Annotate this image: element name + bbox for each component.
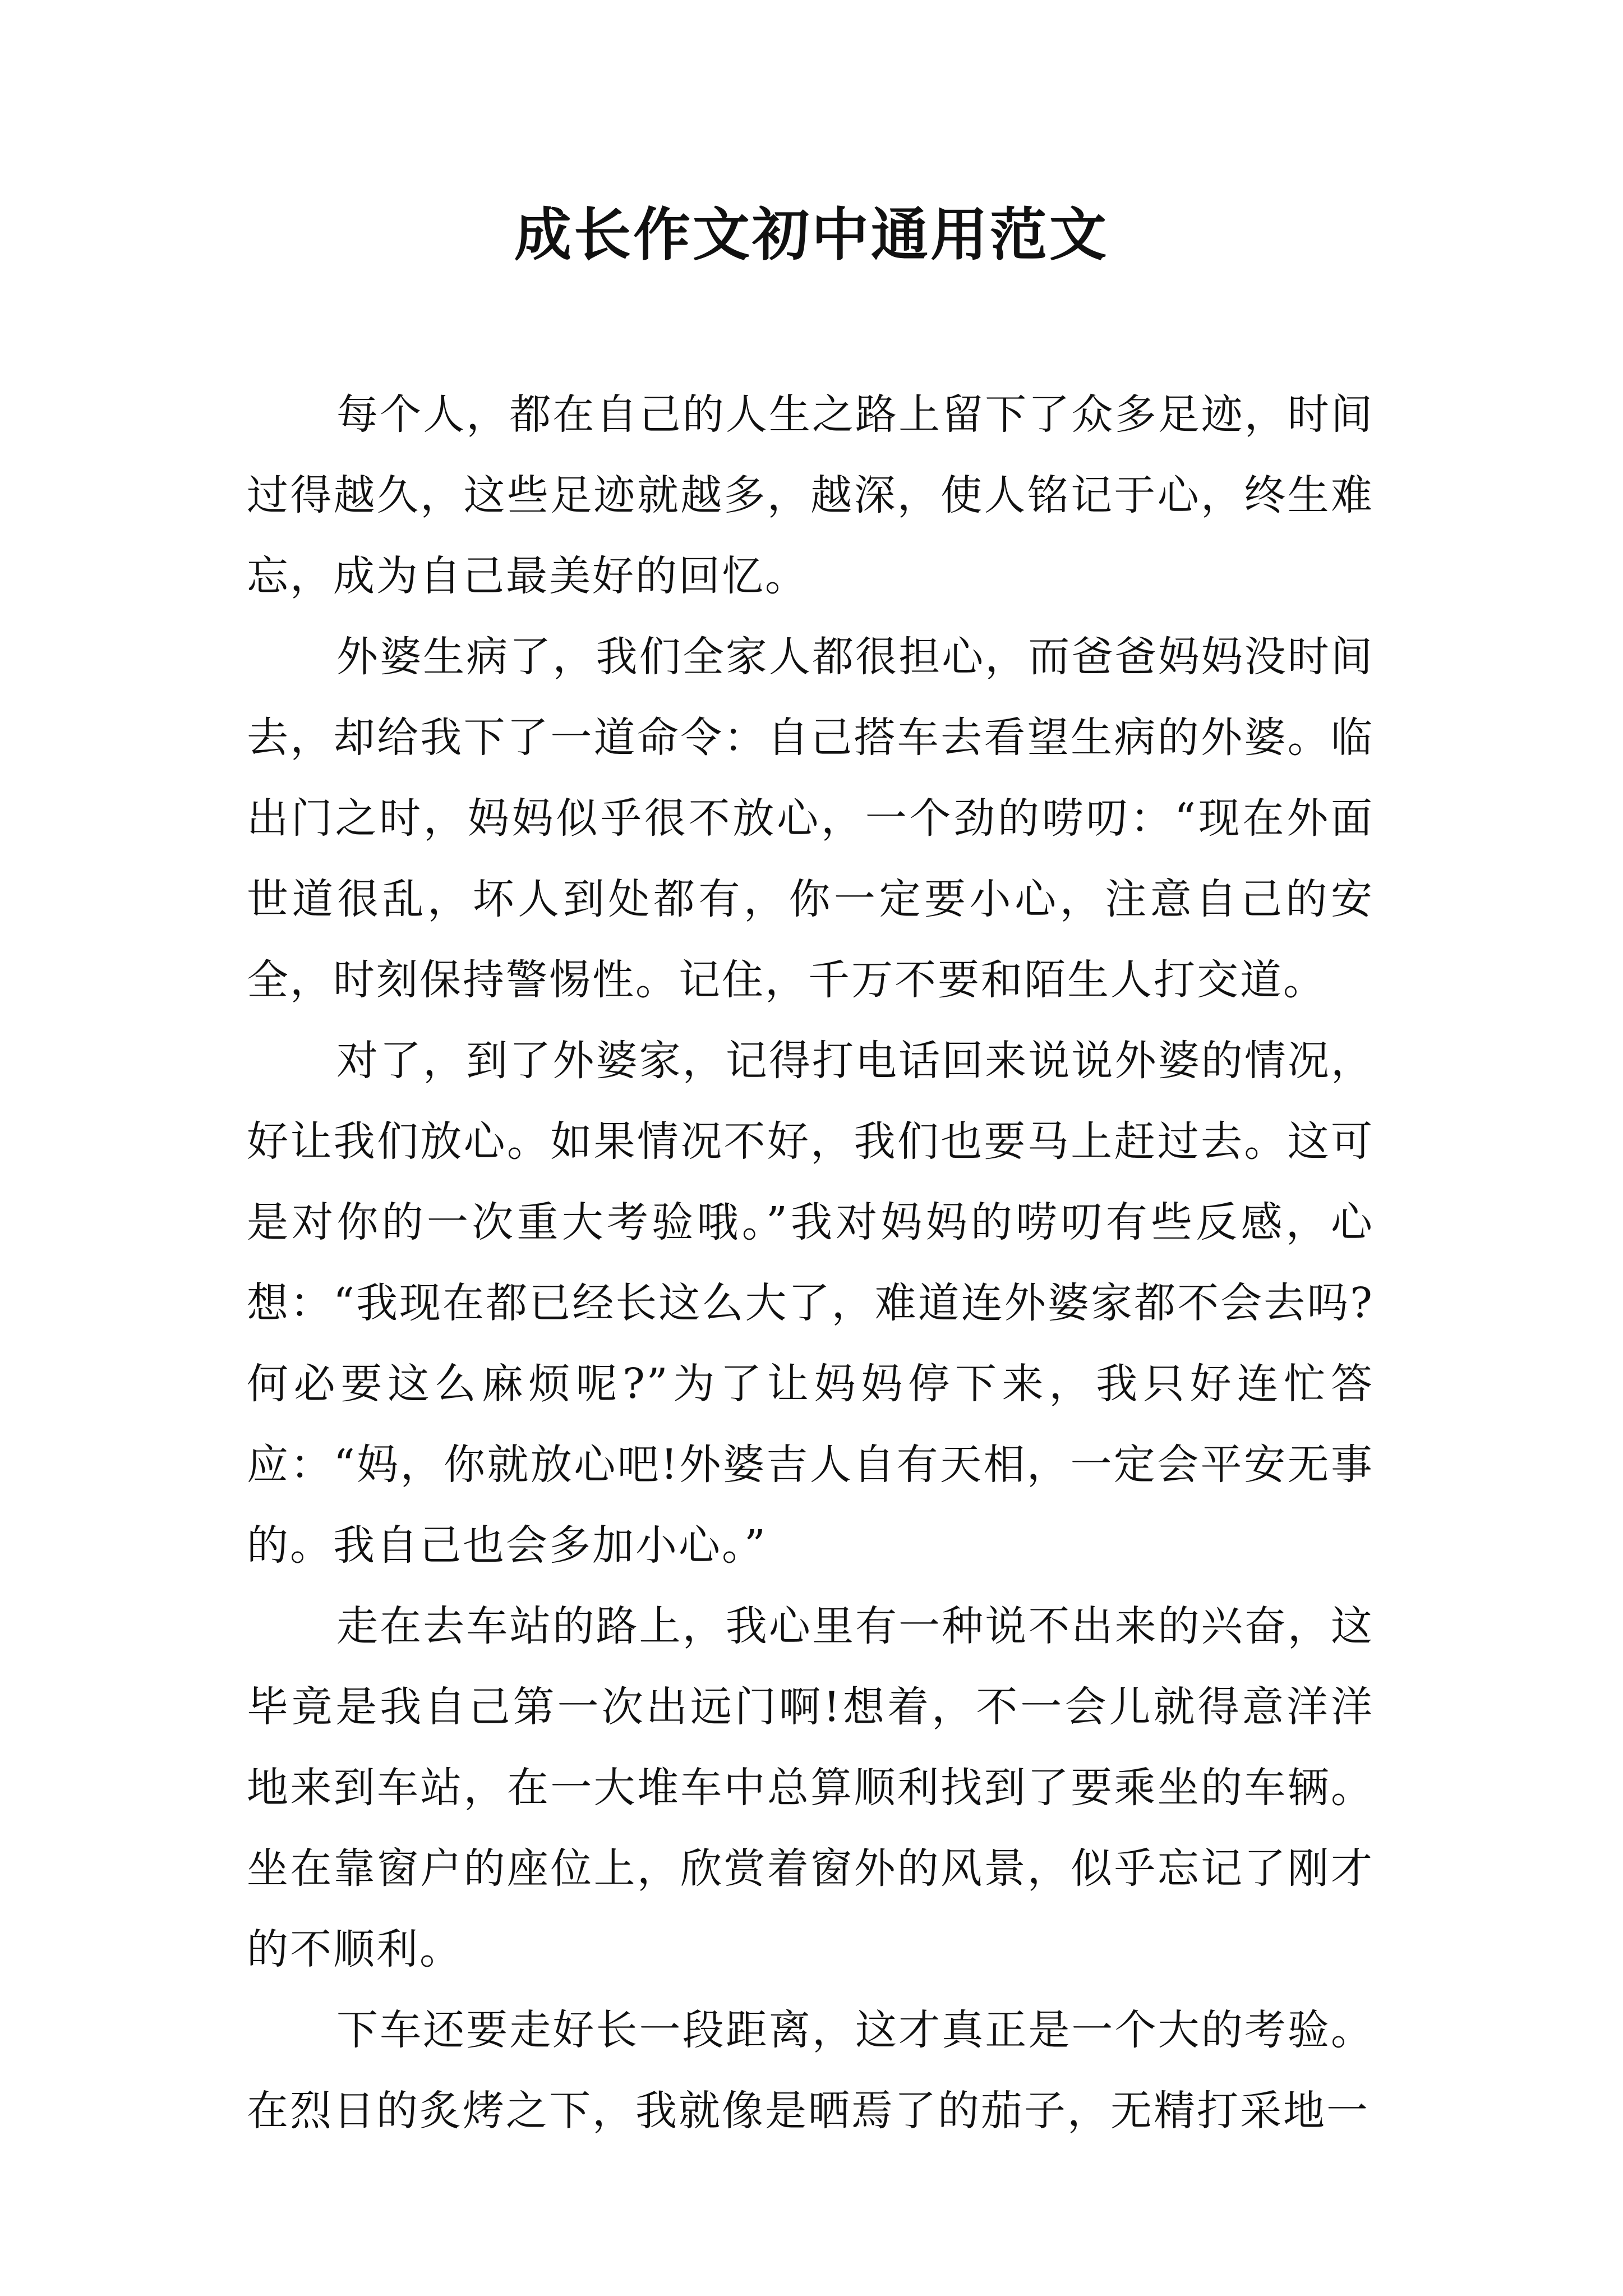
document-title: 成长作文初中通用范文 — [514, 202, 1109, 269]
paragraph: 走在去车站的路上，我心里有一种说不出来的兴奋，这毕竟是我自己第一次出远门啊!想着，不一会儿就得意洋洋地来到车站，在一大堆车中总算顺利找到了要乘坐的车辆。坐在靠窗户的座位上，欣赏着窗外的风景，似乎忘记了刚才的不顺利。 — [247, 1602, 1374, 1973]
paragraph: 对了，到了外婆家，记得打电话回来说说外婆的情况，好让我们放心。如果情况不好，我们也要马上赶过去。这可是对你的一次重大考验哦。”我对妈妈的唠叨有些反感，心想：“我现在都已经长这么大了，难道连外婆家都不会去吗?何必要这么麻烦呢?”为了让妈妈停下来，我只好连忙答应：“妈，你就放心吧!外婆吉人自有天相，一定会平安无事的。我自己也会多加小心。” — [247, 1037, 1374, 1570]
paragraph: 外婆生病了，我们全家人都很担心，而爸爸妈妈没时间去，却给我下了一道命令：自己搭车去看望生病的外婆。临出门之时，妈妈似乎很不放心，一个劲的唠叨：“现在外面世道很乱，坏人到处都有，你一定要小心，注意自己的安全，时刻保持警惕性。记住，千万不要和陌生人打交道。 — [247, 633, 1374, 1004]
paragraph: 每个人，都在自己的人生之路上留下了众多足迹，时间过得越久，这些足迹就越多，越深，使人铭记于心，终生难忘，成为自己最美好的回忆。 — [247, 390, 1374, 600]
document-body — [247, 374, 1374, 2151]
paragraph: 下车还要走好长一段距离，这才真正是一个大的考验。在烈日的炙烤之下，我就像是晒焉了的茄子，无精打采地一 — [247, 2006, 1374, 2135]
